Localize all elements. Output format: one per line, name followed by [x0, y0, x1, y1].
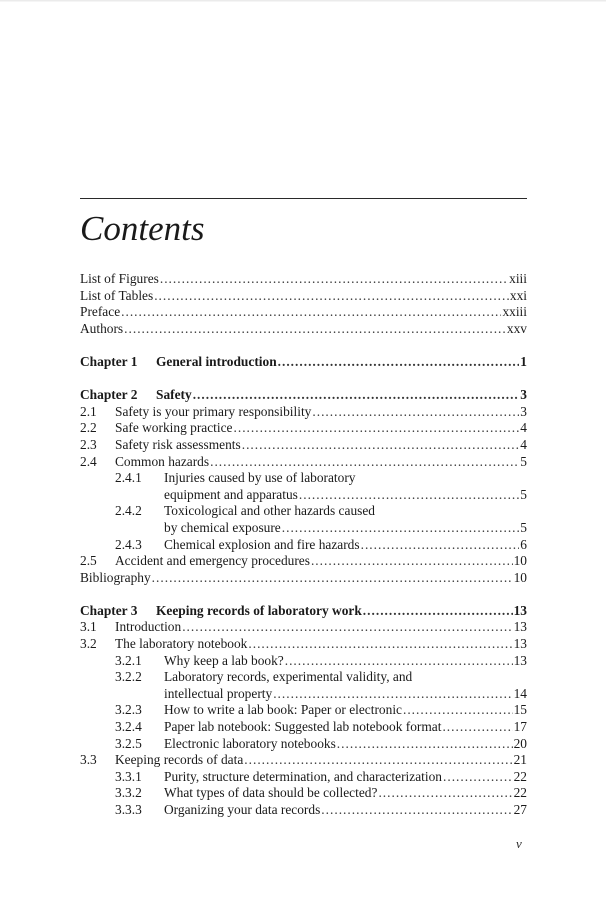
toc-entry-label: Preface — [80, 304, 121, 320]
toc-entry-bibliography[interactable] — [80, 570, 527, 587]
section-title: Why keep a lab book? — [164, 652, 284, 668]
toc-page-number: xiii — [509, 271, 527, 286]
toc-page-number: 3 — [520, 387, 527, 403]
leader-dots — [311, 553, 513, 570]
section-title-line1: Toxicological and other hazards caused — [164, 503, 375, 519]
leader-dots — [278, 354, 520, 371]
leader-dots — [152, 570, 513, 587]
section-title-line2: by chemical exposure — [164, 519, 281, 535]
toc-page-number: 5 — [520, 519, 527, 535]
leader-dots — [244, 752, 512, 769]
section-number: 3.2.1 — [115, 652, 142, 668]
leader-dots — [299, 487, 519, 504]
leader-dots — [363, 603, 513, 620]
toc-section-3-2-2-cont[interactable] — [80, 686, 527, 703]
section-title: Keeping records of data — [115, 752, 244, 768]
toc-page-number: 10 — [513, 553, 527, 569]
chapter-number: Chapter 2 — [80, 387, 138, 403]
leader-dots — [361, 537, 520, 554]
section-title: Purity, structure determination, and characterization — [164, 768, 442, 784]
toc-section-2-3[interactable] — [80, 437, 527, 454]
toc-page-number: 13 — [513, 636, 527, 652]
toc-chapter-1[interactable] — [80, 354, 527, 371]
section-title-line2: equipment and apparatus — [164, 486, 298, 502]
toc-page-number: 17 — [513, 719, 527, 735]
toc-section-2-5[interactable] — [80, 553, 527, 570]
toc-section-3-2-2[interactable] — [80, 669, 527, 686]
chapter-title: General introduction — [156, 353, 277, 369]
section-title: How to write a lab book: Paper or electronic — [164, 702, 402, 718]
toc-entry-list-of-tables[interactable] — [80, 288, 527, 305]
leader-dots — [337, 736, 513, 753]
leader-dots — [121, 304, 501, 321]
leader-dots — [248, 636, 512, 653]
section-title-line1: Injuries caused by use of laboratory — [164, 470, 356, 486]
section-title: Accident and emergency procedures — [115, 553, 310, 569]
toc-page-number: 4 — [520, 420, 527, 436]
chapter-number: Chapter 3 — [80, 602, 138, 618]
toc-page-number: xxiii — [502, 304, 527, 320]
section-number: 3.1 — [80, 619, 97, 635]
toc-page-number: 14 — [513, 685, 527, 701]
section-title: Safety risk assessments — [115, 436, 241, 452]
leader-dots — [285, 653, 513, 670]
toc-section-2-4-1[interactable] — [80, 470, 527, 487]
leader-dots — [321, 802, 512, 819]
toc-page-number: 5 — [520, 486, 527, 502]
leader-dots — [378, 785, 512, 802]
toc-entry-label: Bibliography — [80, 569, 151, 585]
section-number: 2.2 — [80, 420, 97, 436]
section-title: Safety is your primary responsibility — [115, 403, 312, 419]
section-number: 2.1 — [80, 403, 97, 419]
chapter-number: Chapter 1 — [80, 353, 138, 369]
leader-dots — [193, 387, 520, 404]
section-title: What types of data should be collected? — [164, 785, 378, 801]
toc-section-3-2-5[interactable] — [80, 736, 527, 753]
section-title: The laboratory notebook — [115, 636, 248, 652]
toc-page-number: 13 — [513, 602, 527, 618]
toc-page-number: 4 — [520, 436, 527, 452]
toc-page-number: 22 — [513, 785, 527, 801]
page-title: Contents — [80, 209, 205, 248]
toc-page-number: 10 — [513, 569, 527, 585]
section-number: 3.3 — [80, 752, 97, 768]
leader-dots — [442, 719, 512, 736]
section-title: Introduction — [115, 619, 182, 635]
toc-entry-preface[interactable] — [80, 304, 527, 321]
leader-dots — [403, 702, 513, 719]
section-number: 2.4 — [80, 453, 97, 469]
toc-section-2-1[interactable] — [80, 404, 527, 421]
toc-entry-label: List of Figures — [80, 271, 159, 286]
section-number: 3.2 — [80, 636, 97, 652]
section-title: Chemical explosion and fire hazards — [164, 536, 360, 552]
toc-page-number: xxi — [509, 287, 527, 303]
toc-entry-list-of-figures[interactable] — [80, 271, 527, 288]
toc-section-2-4-1-cont[interactable] — [80, 487, 527, 504]
toc-section-3-3-2[interactable] — [80, 785, 527, 802]
section-number: 3.2.2 — [115, 669, 142, 685]
toc-page-number: 5 — [520, 453, 527, 469]
chapter-title: Keeping records of laboratory work — [156, 602, 362, 618]
toc-page-number: 27 — [513, 802, 527, 817]
toc-section-3-2-3[interactable] — [80, 702, 527, 719]
leader-dots — [210, 454, 519, 471]
section-title: Electronic laboratory notebooks — [164, 735, 336, 751]
toc-section-2-4-2-cont[interactable] — [80, 520, 527, 537]
leader-dots — [242, 437, 520, 454]
leader-dots — [182, 619, 512, 636]
section-number: 2.5 — [80, 553, 97, 569]
toc-page-number: 21 — [513, 752, 527, 768]
leader-dots — [160, 271, 508, 288]
leader-dots — [273, 686, 512, 703]
section-title: Safe working practice — [115, 420, 233, 436]
toc-section-3-3-1[interactable] — [80, 769, 527, 786]
toc-section-3-2[interactable] — [80, 636, 527, 653]
section-number: 2.4.2 — [115, 503, 142, 519]
toc-entry-label: Authors — [80, 320, 124, 336]
leader-dots — [282, 520, 520, 537]
toc-page-number: 13 — [513, 619, 527, 635]
toc-page-number: 3 — [520, 403, 527, 419]
page-folio: v — [516, 836, 522, 851]
section-title: Common hazards — [115, 453, 210, 469]
toc-chapter-2[interactable] — [80, 387, 527, 404]
toc-section-2-4-3[interactable] — [80, 537, 527, 554]
leader-dots — [443, 769, 513, 786]
section-title-line1: Laboratory records, experimental validity, and — [164, 669, 413, 685]
toc-chapter-3[interactable] — [80, 603, 527, 620]
section-number: 3.3.3 — [115, 802, 142, 817]
toc-entry-authors[interactable] — [80, 321, 527, 338]
toc-page-number: xxv — [506, 320, 527, 336]
toc-page-number: 6 — [520, 536, 527, 552]
toc-section-3-2-4[interactable] — [80, 719, 527, 736]
toc-page-number: 20 — [513, 735, 527, 751]
toc-section-3-3[interactable] — [80, 752, 527, 769]
toc-section-2-4-2[interactable] — [80, 503, 527, 520]
section-number: 2.4.3 — [115, 536, 142, 552]
leader-dots — [154, 288, 509, 305]
section-number: 3.3.2 — [115, 785, 142, 801]
section-number: 3.2.3 — [115, 702, 142, 718]
toc-entry-label: List of Tables — [80, 287, 154, 303]
section-number: 2.4.1 — [115, 470, 142, 486]
toc-section-3-1[interactable] — [80, 619, 527, 636]
toc-section-3-2-1[interactable] — [80, 653, 527, 670]
page-top-edge — [0, 0, 606, 2]
section-title: Paper lab notebook: Suggested lab notebook format — [164, 719, 442, 735]
section-number: 2.3 — [80, 436, 97, 452]
toc-page-number: 22 — [513, 768, 527, 784]
section-number: 3.2.4 — [115, 719, 142, 735]
toc-page-number: 13 — [513, 652, 527, 668]
section-number: 3.2.5 — [115, 735, 142, 751]
leader-dots — [312, 404, 519, 421]
toc-page-number: 15 — [513, 702, 527, 718]
toc-section-3-3-3[interactable] — [80, 802, 527, 819]
section-number: 3.3.1 — [115, 768, 142, 784]
table-of-contents — [80, 271, 527, 819]
toc-page-number: 1 — [520, 353, 527, 369]
section-title-line2: intellectual property — [164, 685, 273, 701]
section-title: Organizing your data records — [164, 802, 321, 817]
toc-section-2-2[interactable] — [80, 420, 527, 437]
title-rule — [80, 198, 527, 199]
leader-dots — [124, 321, 506, 338]
chapter-title: Safety — [156, 387, 192, 403]
leader-dots — [234, 420, 520, 437]
toc-section-2-4[interactable] — [80, 454, 527, 471]
